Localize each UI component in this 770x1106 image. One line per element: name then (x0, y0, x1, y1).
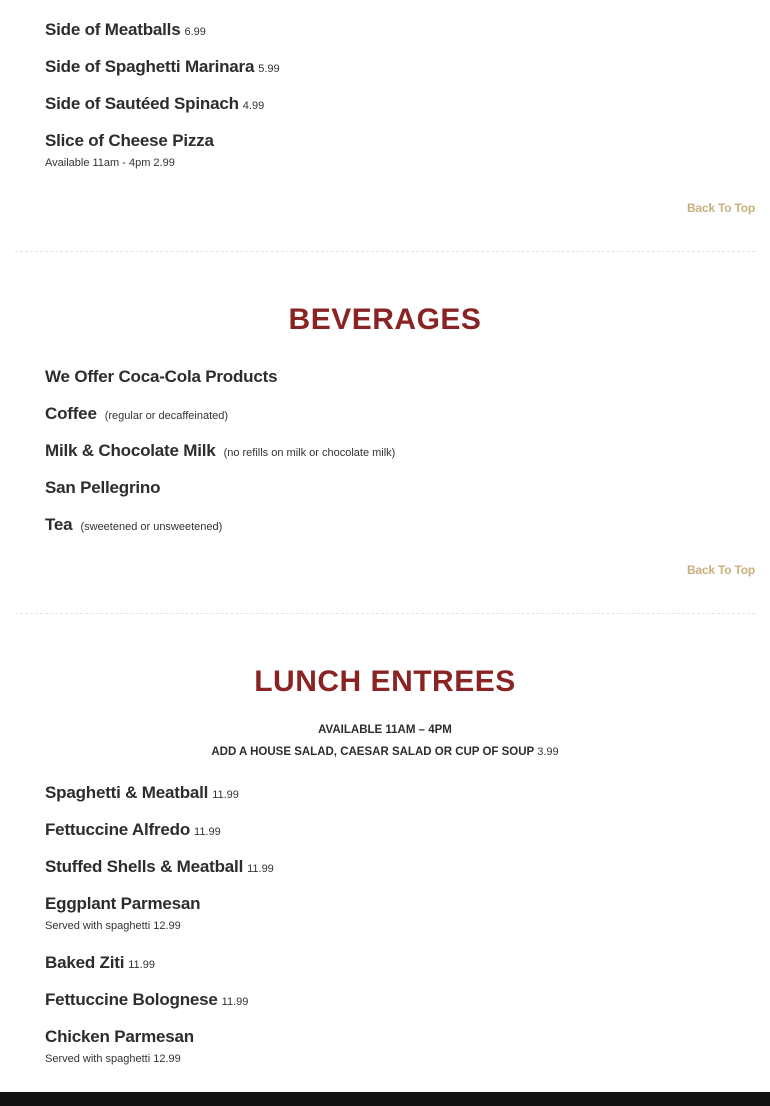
back-to-top-link[interactable]: Back To Top (686, 201, 755, 215)
menu-item (45, 368, 277, 386)
menu-item (45, 58, 280, 76)
menu-item (45, 858, 274, 876)
item-name: We Offer Coca-Cola Products (45, 367, 278, 386)
item-name: Chicken Parmesan (45, 1027, 194, 1046)
item-note: (no refills on milk or chocolate milk) (223, 447, 396, 459)
section-divider (15, 613, 755, 614)
item-name: Side of Sautéed Spinach (45, 94, 239, 113)
menu-item (45, 479, 160, 497)
item-price: 6.99 (184, 26, 206, 38)
section-title-beverages: BEVERAGES (288, 303, 482, 336)
menu-item (45, 442, 395, 460)
menu-item (45, 1028, 194, 1046)
lunch-availability: AVAILABLE 11AM – 4PM (318, 724, 452, 736)
menu-item (45, 954, 155, 972)
menu-item (45, 132, 214, 150)
addon-text: ADD A HOUSE SALAD, CAESAR SALAD OR CUP OF SOUP (211, 746, 535, 758)
item-name: Slice of Cheese Pizza (45, 131, 214, 150)
item-price: 11.99 (128, 959, 155, 971)
item-description: Served with spaghetti 12.99 (45, 1053, 181, 1065)
menu-item (45, 21, 206, 39)
item-price: 4.99 (242, 100, 265, 112)
item-name: Tea (45, 515, 73, 534)
section-title-lunch-entrees: LUNCH ENTREES (254, 665, 516, 698)
item-name: Spaghetti & Meatball (45, 783, 209, 802)
item-price: 11.99 (247, 863, 274, 875)
item-note: (regular or decaffeinated) (104, 410, 229, 422)
item-name: Baked Ziti (45, 953, 125, 972)
menu-item (45, 405, 228, 423)
item-price: 11.99 (194, 826, 221, 838)
item-name: Side of Meatballs (45, 20, 181, 39)
item-price: 5.99 (258, 63, 280, 75)
menu-item (45, 784, 239, 802)
footer-bar (0, 1092, 770, 1106)
item-name: Eggplant Parmesan (45, 894, 201, 913)
addon-price: 3.99 (537, 746, 559, 758)
item-name: Coffee (45, 404, 97, 423)
item-price: 11.99 (221, 996, 249, 1008)
item-description: Available 11am - 4pm 2.99 (45, 157, 175, 169)
item-description: Served with spaghetti 12.99 (45, 920, 181, 932)
menu-item (45, 895, 200, 913)
item-name: Stuffed Shells & Meatball (45, 857, 244, 876)
item-name: Fettuccine Alfredo (45, 820, 191, 839)
item-name: Fettuccine Bolognese (45, 990, 218, 1009)
item-name: Side of Spaghetti Marinara (45, 57, 255, 76)
menu-item (45, 516, 222, 534)
item-price: 11.99 (212, 789, 239, 801)
menu-item (45, 991, 248, 1009)
item-note: (sweetened or unsweetened) (80, 521, 223, 533)
item-name: San Pellegrino (45, 478, 161, 497)
menu-item (45, 95, 264, 113)
section-divider (15, 251, 755, 252)
menu-item (45, 821, 221, 839)
item-name: Milk & Chocolate Milk (45, 441, 216, 460)
lunch-addon (0, 747, 770, 759)
back-to-top-link[interactable]: Back To Top (686, 563, 755, 577)
